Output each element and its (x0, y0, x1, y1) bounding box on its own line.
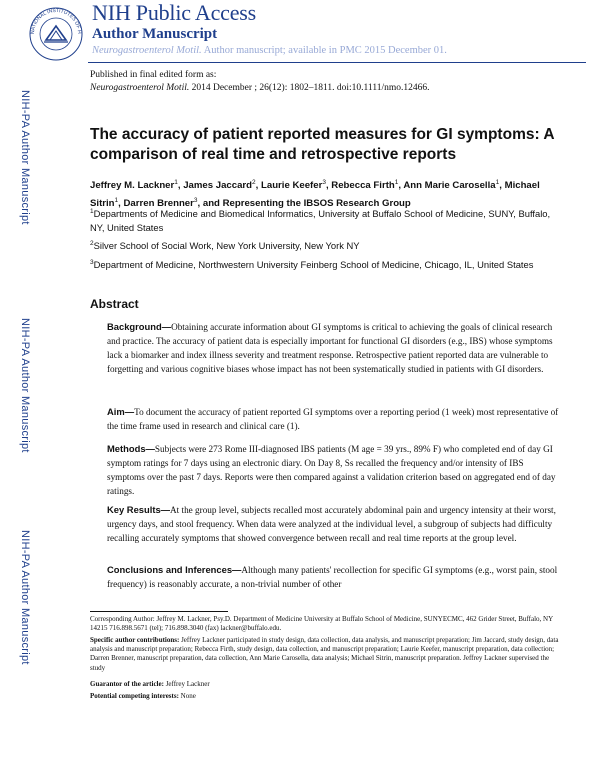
abstract-conclusions (107, 563, 559, 591)
nih-seal-logo (26, 2, 86, 62)
author-affil-sup: 2 (252, 179, 256, 186)
abstract-heading: Abstract (90, 297, 139, 311)
section-text: At the group level, subjects recalled most accurately abdominal pain and urgency intensity at their worst, urgency days, and stool frequency. When data were analyzed at the individual level, a subgroup of subjects had difficulty recalling accurately symptoms that showed convergence between recall and real time reports at the group level. (107, 505, 556, 543)
section-text: Although many patients' recollection for specific GI symptoms (e.g., worst pain, stool frequency) is reasonably accurate, a non-trivial number of other (107, 565, 558, 589)
guarantor-text: Jeffrey Lackner (165, 680, 210, 688)
footnote-divider (90, 611, 228, 612)
interests-text: None (180, 692, 196, 700)
sidebar-label: NIH-PA Author Manuscript (19, 530, 31, 665)
interests-label: Potential competing interests: (90, 692, 179, 700)
sidebar-label: NIH-PA Author Manuscript (19, 90, 31, 225)
correspondence-note: Corresponding Author: Jeffrey M. Lackner, Psy.D. Department of Medicine University at Buffalo School of Medicine, SUNYECMC, 462 Grider Street, Buffalo, NY 14215 716.898.5671 (tel); 716.898.3040 (fax) lackner@buffalo.edu. (90, 615, 553, 633)
affiliation-text: Silver School of Social Work, New York University, New York NY (93, 240, 360, 252)
published-label: Published in final edited form as: (90, 70, 217, 80)
abstract-key-results (107, 503, 559, 545)
nih-public-access-title: NIH Public Access (92, 0, 257, 25)
availability-line (92, 45, 447, 56)
affiliation-text: Department of Medicine, Northwestern University Feinberg School of Medicine, Chicago, IL, United States (93, 259, 534, 271)
section-label: Conclusions and Inferences— (107, 564, 242, 575)
section-label: Methods— (107, 443, 155, 454)
section-label: Aim— (107, 406, 135, 417)
author: James Jaccard (183, 180, 253, 192)
contributions-note (90, 636, 560, 673)
logo-text: NATIONAL INSTITUTES OF H (29, 7, 83, 35)
guarantor-label: Guarantor of the article: (90, 680, 164, 688)
author: Jeffrey M. Lackner (90, 180, 175, 192)
author-affil-sup: 3 (322, 179, 326, 186)
affiliation-sup: 2 (90, 240, 94, 247)
contrib-label: Specific author contributions: (90, 636, 180, 644)
section-label: Key Results— (107, 504, 171, 515)
guarantor-note (90, 680, 560, 689)
affiliation-text: Departments of Medicine and Biomedical Informatics, University at Buffalo School of Medicine, SUNY, Buffalo, NY, United States (90, 208, 551, 234)
sidebar-label: NIH-PA Author Manuscript (19, 318, 31, 453)
citation-journal: Neurogastroenterol Motil. (90, 83, 190, 93)
section-text: Obtaining accurate information about GI symptoms is critical to achieving the goals of clinical research and practice. The accuracy of patient data is especially important for functional GI disorders (e.g., IBS) whose symptoms lack a biomarker and index illness severity and treatment response. Retrospective patient reported data are vulnerable to forgetting and various cognitive biases whose impact has not been systematically studied in patients with GI disorders. (107, 322, 553, 374)
author: Michael Sitrin (90, 180, 540, 210)
affiliation-sup: 1 (90, 208, 94, 215)
contrib-text: Jeffrey Lackner participated in study design, data collection, data analysis, and manuscript preparation; Jim Jaccard, study design, data analysis and manuscript preparation; Rebecca Firth, study design, data collection, and manuscript preparation; Laurie Keefer, manuscript preparation, data collection; Darren Brenner, manuscript preparation, data collection, Ann Marie Carosella, data analysis; Michael Sitrin, manuscript preparation. Jeffrey Lackner supervised the study (90, 636, 559, 672)
header-divider (88, 62, 586, 63)
journal-short: Neurogastroenterol Motil. (92, 45, 202, 56)
affiliation (90, 256, 560, 272)
affiliation (90, 205, 560, 235)
author-list: Jeffrey M. Lackner$^1$, James Jaccard$^2$, Laurie Keefer$^3$, Rebecca Firth$^1$, Ann Marie Carosella$^1$, Michael Sitrin$^1$, Darren Brenner$^3$, and Representing the IBSOS Research Group (90, 179, 540, 210)
author: Ann Marie Carosella (403, 180, 496, 192)
author-affil-sup: 1 (495, 179, 500, 186)
section-label: Background— (107, 321, 172, 332)
author-affil-sup: 3 (193, 197, 198, 205)
authors-tail: and Representing the IBSOS Research Group (202, 198, 411, 210)
availability-text: Author manuscript; available in PMC 2015 December 01. (203, 45, 447, 56)
author-affil-sup: 1 (174, 179, 178, 186)
abstract-methods (107, 442, 559, 498)
affiliation (90, 237, 560, 253)
author: Rebecca Firth (331, 180, 395, 192)
section-text: To document the accuracy of patient reported GI symptoms over a reporting period (1 week) most representative of the time frame used in research and clinical care (1). (107, 407, 559, 431)
author-affil-sup: 1 (394, 179, 399, 186)
section-text: Subjects were 273 Rome III-diagnosed IBS patients (M age = 39 yrs., 89% F) who completed end of day GI symptom ratings for 7 days using an electronic diary. On Day 8, Ss recalled the frequency and/or intensity of IBS symptoms over the past 7 days. Reports were then compared against a validation criterion based on aggregated end of day ratings. (107, 444, 556, 496)
author: Laurie Keefer (261, 180, 323, 192)
article-title: The accuracy of patient reported measures for GI symptoms: A comparison of real time and retrospective reports (90, 126, 554, 163)
citation-details: 2014 December ; 26(12): 1802–1811. doi:10.1111/nmo.12466. (191, 83, 430, 93)
author: Darren Brenner (123, 198, 194, 210)
author-manuscript-label: Author Manuscript (92, 26, 218, 42)
competing-interests-note (90, 692, 560, 701)
author-affil-sup: 1 (114, 197, 119, 205)
affiliation-sup: 3 (90, 259, 94, 266)
citation (90, 83, 430, 93)
abstract-background (107, 320, 559, 376)
abstract-aim (107, 405, 559, 433)
